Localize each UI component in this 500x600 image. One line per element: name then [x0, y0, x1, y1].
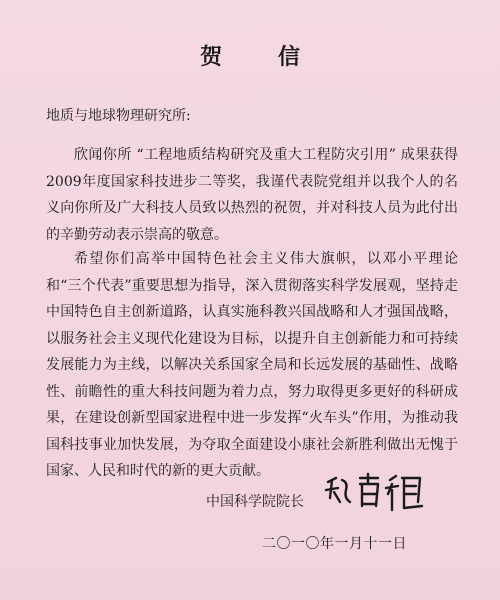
paragraph-congratulations: 欣闻你所 “工程地质结构研究及重大工程防灾引用” 成果获得2009年度国家科技进步二等奖，我谨代表院党组并以我个人的名义向你所及广大科技人员致以热烈的祝贺，并对科技人员为此付出的辛勤劳动表示崇高的敬意。	[46, 147, 458, 243]
salutation: 地质与地球物理研究所:	[46, 108, 191, 124]
paragraph-hopes: 希望你们高举中国特色社会主义伟大旗帜，以邓小平理论和“三个代表”重要思想为指导，深入贯彻落实科学发展观，坚持走中国特色自主创新道路，认真实施科教兴国战略和人才强国战略，以服务社会主义现代化建设为目标，以提升自主创新能力和可持续发展能力为主线，以解决关系国家全局和长远发展的基础性、战略性、前瞻性的重大科技问题为着力点，努力取得更多更好的科研成果，在建设创新型国家进程中进一步发挥“火车头”作用，为推动我国科技事业加快发展，为夺取全面建设小康社会新胜利做出无愧于国家、人民和时代的新的更大贡献。	[46, 251, 458, 479]
signer-title: 中国科学院院长	[206, 494, 304, 510]
letter-title: 贺 信	[200, 45, 324, 70]
handwritten-signature	[320, 468, 440, 518]
letter-date: 二〇一〇年一月十一日	[262, 536, 407, 552]
